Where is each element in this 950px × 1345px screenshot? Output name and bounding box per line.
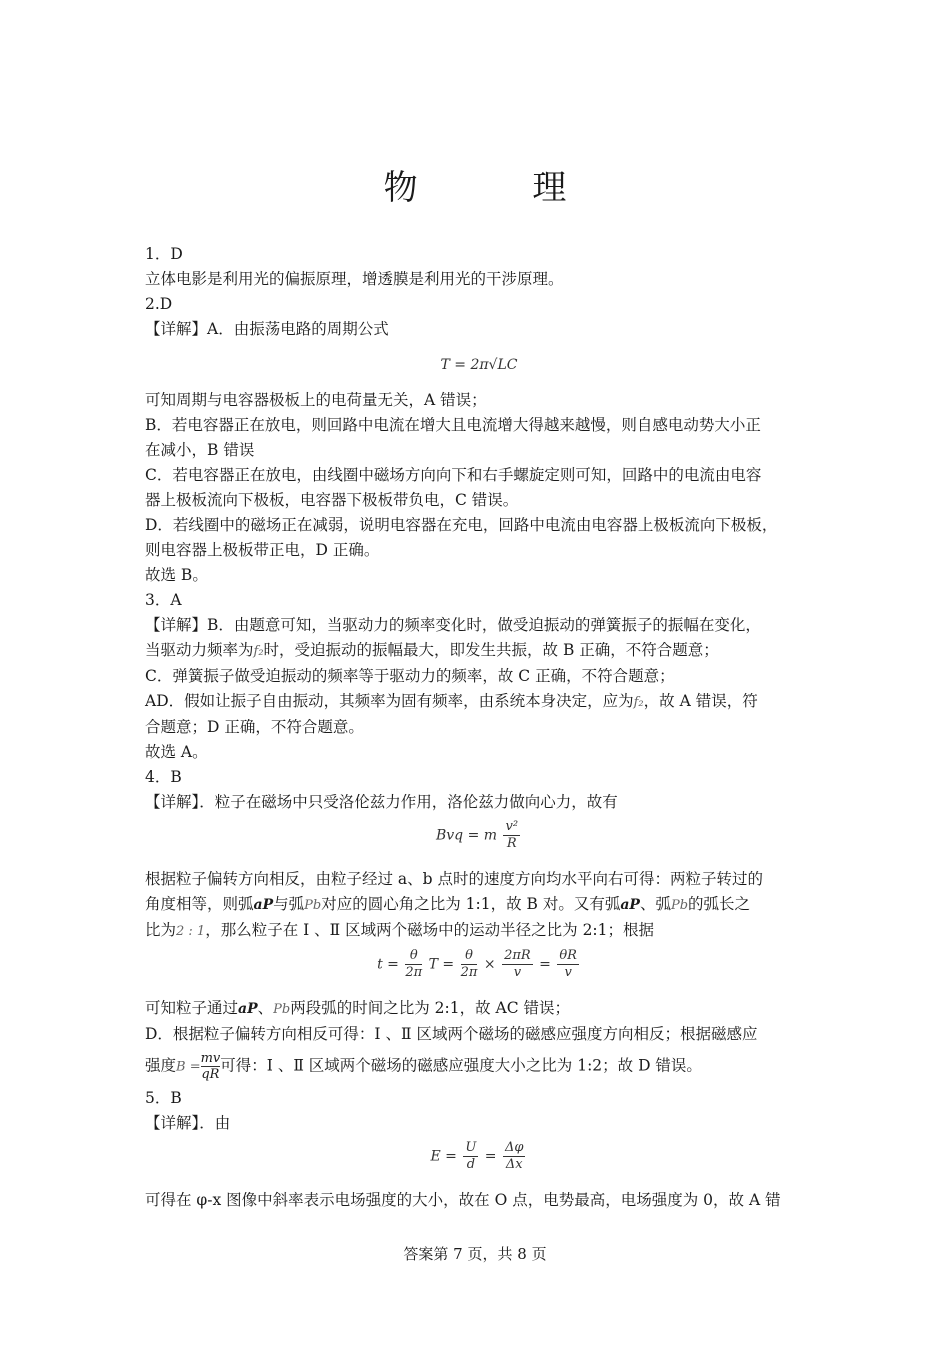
q2-d-line1: D．若线圈中的磁场正在减弱，说明电容器在充电，回路中电流由电容器上极板流向下极板， <box>145 516 778 534</box>
q3-b-line2-post: 时，受迫振动的振幅最大，即发生共振，故 B 正确，不符合题意； <box>263 641 719 659</box>
q4-f2-d-den: v <box>564 965 572 980</box>
q4-f1-left: Bvq = m <box>435 827 498 844</box>
q3-b-line1: 【详解】B．由题意可知，当驱动力的频率变化时，做受迫振动的弹簧振子的振幅在变化， <box>145 616 761 634</box>
q4-d2-den: qR <box>201 1067 220 1082</box>
q4-p2-end: 的弧长之 <box>688 895 751 913</box>
q5-frac-b <box>503 1140 526 1173</box>
q4-intro: 【详解】．粒子在磁场中只受洛伦兹力作用，洛伦兹力做向心力，故有 <box>145 793 618 811</box>
page-footer: 答案第 7 页，共 8 页 <box>403 1245 547 1263</box>
q4-p4-mid: 、 <box>257 999 274 1017</box>
q5-b-num: Δφ <box>504 1140 524 1155</box>
q2-b-line2: 在减小，B 错误 <box>145 441 255 459</box>
q3-ad-line2: 合题意；D 正确，不符合题意。 <box>145 718 364 736</box>
q4-d2-num: mv <box>200 1051 221 1066</box>
q4-d2-B: B = <box>176 1059 201 1075</box>
q4-f1-num: v² <box>505 819 519 834</box>
q4-ratio: 2 : 1 <box>176 924 206 939</box>
q4-p4 <box>145 996 813 1022</box>
page-title: 物 理 <box>383 168 619 208</box>
q4-arc-pb-2: Pb <box>670 898 689 913</box>
q3-ad-line1-pre: AD．假如让振子自由振动，其频率为固有频率，由系统本身决定，应为 <box>145 692 634 710</box>
q4-p2-pre: 角度相等，则弧 <box>145 895 254 913</box>
q4-arc-ap: aP <box>253 897 274 913</box>
q5-f-eq: = <box>484 1148 497 1165</box>
answer-content <box>145 242 813 1213</box>
q4-p2 <box>145 892 813 918</box>
q4-arc-pb: Pb <box>304 898 322 913</box>
q4-arc-ap-3: aP <box>238 1001 258 1017</box>
q4-p2-mid: 与弧 <box>273 895 305 913</box>
q3-head: 3．A <box>145 591 182 609</box>
q2-b-line1: B．若电容器正在放电，则回路中电流在增大且电流增大得越来越慢，则自感电动势大小正 <box>145 416 761 434</box>
q4-f2-b-num: θ <box>461 948 478 965</box>
q4-f2-c-den: v <box>513 965 522 980</box>
q4-p2-mid2: 、弧 <box>639 895 671 913</box>
q3-c-line: C．弹簧振子做受迫振动的频率等于驱动力的频率，故 C 正确，不符合题意； <box>145 667 675 685</box>
q3-ad-line1 <box>145 689 813 715</box>
q4-d-line2 <box>145 1051 813 1082</box>
q4-f2-c-num: 2πR <box>504 948 531 963</box>
q4-p4-pre: 可知粒子通过 <box>145 999 239 1017</box>
q5-intro: 【详解】．由 <box>145 1114 231 1132</box>
q5-head: 5．B <box>145 1089 182 1107</box>
q5-field-formula <box>145 1140 813 1184</box>
q5-f-E: E = <box>430 1148 457 1165</box>
q4-p1: 根据粒子偏转方向相反，由粒子经过 a、b 点时的速度方向均水平向右可得：两粒子转过的 <box>145 870 764 888</box>
q5-p1: 可得在 φ-x 图像中斜率表示电场强度的大小，故在 O 点，电势最高，电场强度为 0，故 A 错 <box>145 1191 781 1209</box>
q4-d2-post: 可得：Ⅰ 、Ⅱ 区域两个磁场的磁感应强度大小之比为 1:2；故 D 错误。 <box>220 1056 702 1075</box>
q3-f2-symbol-2: f₂ <box>633 695 644 710</box>
q4-d2-fraction <box>201 1051 221 1082</box>
q4-f2-frac-b <box>461 948 478 981</box>
q3-b-line2 <box>145 638 813 664</box>
q3-ad-line1-post: ，故 A 错误，符 <box>643 692 758 710</box>
q4-f2-eq: = <box>539 956 551 973</box>
q5-frac-a <box>463 1140 478 1173</box>
q4-p3 <box>145 918 813 944</box>
q4-f2-a-num: θ <box>405 948 422 965</box>
q2-intro: 【详解】A．由振荡电路的周期公式 <box>145 320 389 338</box>
q4-f2-frac-d <box>557 948 579 981</box>
q2-head: 2.D <box>145 295 173 313</box>
q5-a-num: U <box>465 1140 477 1155</box>
q4-f2-frac-a <box>405 948 422 981</box>
q4-lorentz-formula <box>145 819 813 863</box>
q4-f2-d-num: θR <box>559 948 577 963</box>
q4-f1-den: R <box>506 836 517 851</box>
q4-time-formula <box>145 948 813 992</box>
q2-a-text: 可知周期与电容器极板上的电荷量无关，A 错误； <box>145 391 487 409</box>
q2-d-line2: 则电容器上极板带正电，D 正确。 <box>145 541 380 559</box>
q4-p2-post: 对应的圆心角之比为 1:1，故 B 对。又有弧 <box>321 895 621 913</box>
q5-b-den: Δx <box>505 1157 523 1172</box>
q4-d-line1: D．根据粒子偏转方向相反可得：Ⅰ 、Ⅱ 区域两个磁场的磁感应强度方向相反；根据磁感应 <box>145 1025 758 1043</box>
q4-p4-post: 两段弧的时间之比为 2:1，故 AC 错误； <box>290 999 570 1017</box>
q5-a-den: d <box>466 1157 476 1172</box>
q4-d2-pre: 强度 <box>145 1056 177 1075</box>
q4-f2-a-den: 2π <box>405 965 423 980</box>
q2-c-line1: C．若电容器正在放电，由线圈中磁场方向向下和右手螺旋定则可知，回路中的电流由电容 <box>145 466 762 484</box>
q4-f2-frac-c <box>502 948 533 981</box>
q4-f2-t: t = <box>377 956 399 973</box>
q3-f2-symbol: f₂ <box>253 644 264 659</box>
q2-period-formula: T = 2π√LC <box>440 357 518 373</box>
q1-head: 1．D <box>145 245 183 263</box>
q4-f1-fraction <box>503 819 520 852</box>
q4-f2-times: × <box>483 956 496 973</box>
q3-answer: 故选 A。 <box>145 743 208 761</box>
q4-arc-ap-2: aP <box>620 897 640 913</box>
q4-f2-b-den: 2π <box>460 965 478 980</box>
q4-p3-pre: 比为 <box>145 921 177 939</box>
q2-answer: 故选 B。 <box>145 566 208 584</box>
q4-p3-post: ，那么粒子在 Ⅰ 、Ⅱ 区域两个磁场中的运动半径之比为 2:1；根据 <box>205 921 655 939</box>
q2-c-line2: 器上极板流向下极板，电容器下极板带负电，C 错误。 <box>145 491 519 509</box>
q4-arc-pb-3: Pb <box>273 1002 291 1017</box>
q4-head: 4．B <box>145 768 182 786</box>
q3-b-line2-pre: 当驱动力频率为 <box>145 641 254 659</box>
q4-f2-T: T = <box>428 956 455 973</box>
q1-text: 立体电影是利用光的偏振原理，增透膜是利用光的干涉原理。 <box>145 270 564 288</box>
